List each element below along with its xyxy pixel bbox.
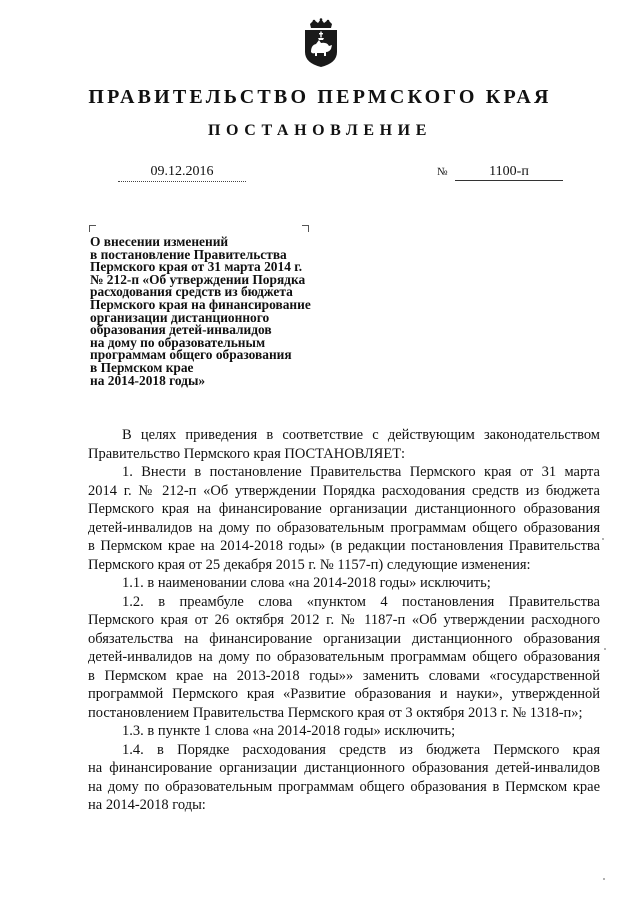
subject-corner-left bbox=[89, 225, 96, 232]
body-line: на 2014-2018 годы: bbox=[88, 797, 206, 813]
subject-line: программам общего образования bbox=[90, 347, 292, 363]
body-line: 1.4. в Порядке расходования средств из бюджета Пермского края bbox=[122, 741, 600, 758]
body-line: программой Пермского края «Развитие образования и науки», утвержденной bbox=[88, 686, 600, 702]
body-line: постановлением Правительства Пермского края от 3 октября 2013 г. № 1318-п»; bbox=[88, 704, 583, 721]
subject-line: в постановление Правительства bbox=[90, 246, 287, 262]
scan-speck bbox=[603, 878, 605, 880]
subject-line: № 212-п «Об утверждении Порядка bbox=[90, 271, 306, 287]
body-line: 1.2. в преамбуле слова «пунктом 4 постановления Правительства bbox=[122, 593, 600, 610]
subject-line: на дому по образовательным bbox=[90, 334, 266, 350]
subject-line: организации дистанционного bbox=[90, 309, 270, 325]
body-line: на дому по образовательным программам общего образования в Пермском крае bbox=[88, 778, 600, 795]
body-line: Пермского края от 25 декабря 2015 г. № 1157-п) следующие изменения: bbox=[88, 556, 531, 573]
number-sign: № bbox=[437, 166, 448, 178]
coat-of-arms-icon bbox=[302, 18, 340, 68]
body-line: Пермского края на финансирование организации дистанционного образования bbox=[88, 501, 600, 517]
body-line: 1.1. в наименовании слова «на 2014-2018 годы» исключить; bbox=[122, 575, 491, 591]
body-line: на финансирование организации дистанционного образования детей-инвалидов bbox=[88, 760, 600, 776]
document-number-block bbox=[437, 164, 563, 182]
body-line: детей-инвалидов на дому по образовательным программам общего образования bbox=[88, 649, 600, 665]
body-line: обязательства на финансирование организации дистанционного образования bbox=[88, 630, 600, 647]
document-type: ПОСТАНОВЛЕНИЕ bbox=[208, 122, 432, 139]
body-line: в Пермском крае на 2013-2018 годы»» заменить словами «государственной bbox=[88, 667, 600, 684]
subject-line: О внесении изменений bbox=[90, 234, 229, 249]
body-line: В целях приведения в соответствие с действующим законодательством bbox=[122, 427, 600, 443]
subject-line: Пермского края от 31 марта 2014 г. bbox=[90, 259, 303, 275]
body-line: 2014 г. № 212-п «Об утверждении Порядка расходования средств из бюджета bbox=[88, 482, 600, 499]
subject-corner-right bbox=[302, 225, 309, 232]
body-line: детей-инвалидов на дому по образовательным программам общего образования bbox=[88, 519, 600, 536]
government-title: ПРАВИТЕЛЬСТВО ПЕРМСКОГО КРАЯ bbox=[88, 86, 552, 108]
document-number: 1100-п bbox=[455, 164, 563, 181]
body-line: 1. Внести в постановление Правительства Пермского края от 31 марта bbox=[122, 464, 600, 480]
subject-line: в Пермском крае bbox=[90, 359, 194, 375]
document-subject bbox=[90, 236, 360, 387]
subject-line: расходования средств из бюджета bbox=[90, 284, 293, 300]
body-line: Правительство Пермского края ПОСТАНОВЛЯЕТ: bbox=[88, 445, 406, 462]
subject-line: на 2014-2018 годы» bbox=[90, 372, 206, 388]
body-line: Пермского края от 26 октября 2012 г. № 1187-п «Об утверждении расходного bbox=[88, 612, 600, 628]
document-date: 09.12.2016 bbox=[118, 164, 246, 182]
subject-line: Пермского края на финансирование bbox=[90, 296, 311, 312]
body-line: в Пермском крае на 2014-2018 годы» (в редакции постановления Правительства bbox=[88, 538, 600, 554]
scan-speck bbox=[602, 538, 604, 540]
body-line: 1.3. в пункте 1 слова «на 2014-2018 годы» исключить; bbox=[122, 723, 456, 739]
scan-speck bbox=[604, 648, 606, 650]
subject-line: образования детей-инвалидов bbox=[90, 322, 272, 338]
document-body bbox=[88, 426, 600, 815]
